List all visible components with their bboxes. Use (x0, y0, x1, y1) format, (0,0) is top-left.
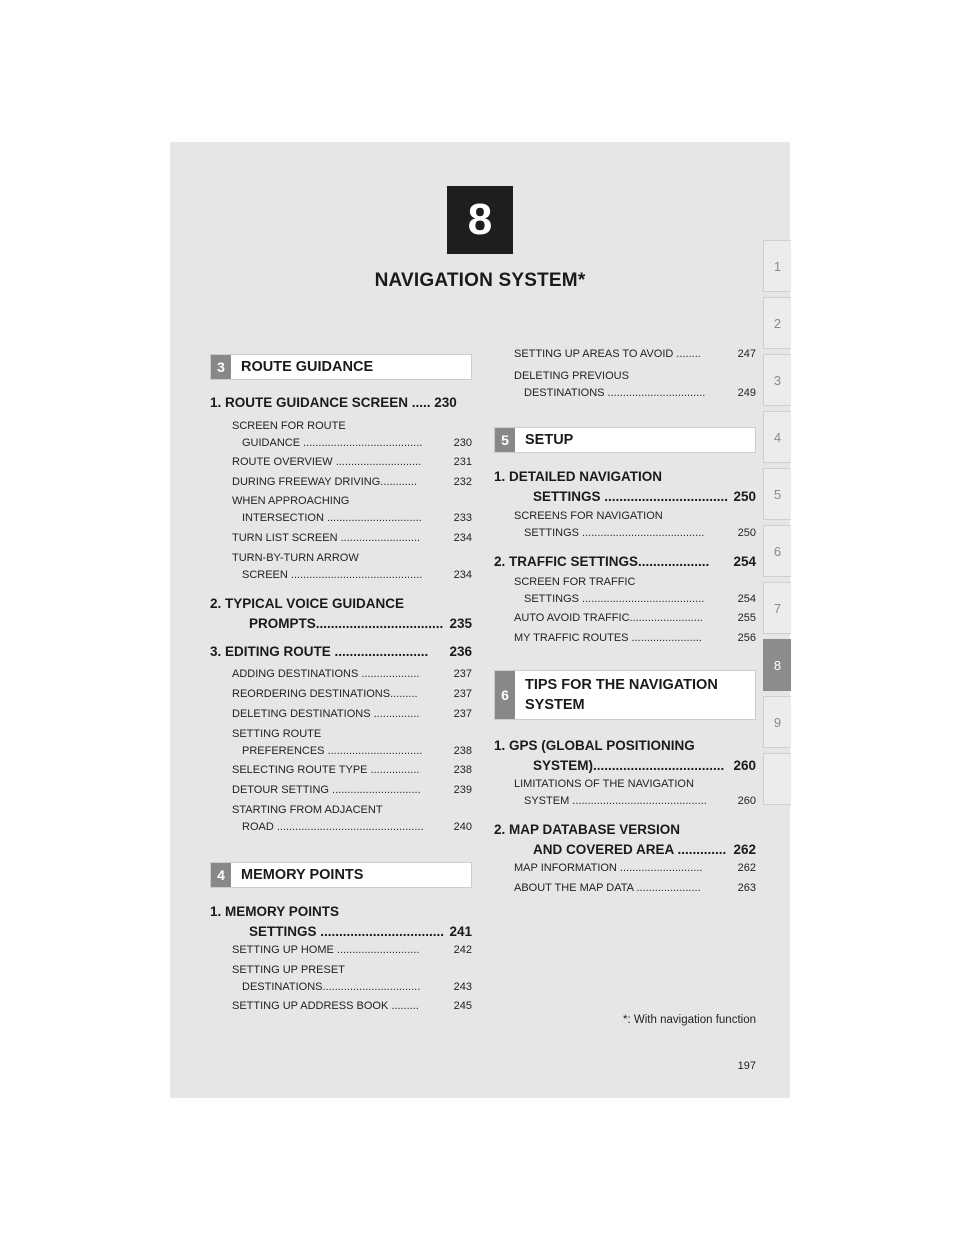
toc-entry-preset-destinations[interactable]: SETTING UP PRESET DESTINATIONS................................ 243 (232, 964, 472, 993)
chapter-number: 8 (467, 195, 493, 244)
toc-entry-screen-for-traffic-settings[interactable]: SCREEN FOR TRAFFIC SETTINGS ........................................ 254 (514, 576, 756, 605)
toc-entry-route-preferences[interactable]: SETTING ROUTE PREFERENCES ............................... 238 (232, 728, 472, 757)
toc-topic-gps[interactable]: 1. GPS (GLOBAL POSITIONING SYSTEM)................................... 260 (494, 738, 756, 773)
toc-entry-screen-for-route-guidance[interactable]: SCREEN FOR ROUTE GUIDANCE ....................................... 230 (232, 420, 472, 449)
page-number: 197 (737, 1060, 756, 1072)
toc-entry-screens-for-navigation-settings[interactable]: SCREENS FOR NAVIGATION SETTINGS ........................................ 250 (514, 510, 756, 539)
toc-entry-deleting-destinations[interactable]: DELETING DESTINATIONS ............... 237 (232, 708, 472, 720)
toc-entry-approaching-intersection[interactable]: WHEN APPROACHING INTERSECTION ............................... 233 (232, 495, 472, 524)
section-number: 4 (211, 863, 231, 887)
chapter-tab-3[interactable]: 3 (763, 354, 791, 406)
toc-entry-setting-up-home[interactable]: SETTING UP HOME ........................... 242 (232, 944, 472, 956)
toc-entry-map-information[interactable]: MAP INFORMATION ........................... 262 (514, 862, 756, 874)
toc-entry-auto-avoid-traffic[interactable]: AUTO AVOID TRAFFIC........................ 255 (514, 612, 756, 624)
section-number: 6 (495, 671, 515, 719)
section-title: MEMORY POINTS (241, 867, 364, 883)
chapter-tab-2[interactable]: 2 (763, 297, 791, 349)
chapter-tab-7[interactable]: 7 (763, 582, 791, 634)
chapter-tab-5[interactable]: 5 (763, 468, 791, 520)
chapter-tab-blank (763, 753, 791, 805)
section-number: 5 (495, 428, 515, 452)
chapter-tabs (763, 240, 791, 810)
toc-entry-reordering-destinations[interactable]: REORDERING DESTINATIONS......... 237 (232, 688, 472, 700)
section-header-memory-points (210, 862, 472, 888)
chapter-number-box (447, 186, 513, 254)
toc-entry-route-overview[interactable]: ROUTE OVERVIEW ............................ 231 (232, 456, 472, 468)
toc-entry-freeway-driving[interactable]: DURING FREEWAY DRIVING............ 232 (232, 476, 472, 488)
toc-entry-deleting-previous-destinations[interactable]: DELETING PREVIOUS DESTINATIONS ................................ 249 (514, 370, 756, 399)
toc-entry-detour-setting[interactable]: DETOUR SETTING ............................. 239 (232, 784, 472, 796)
section-header-setup (494, 427, 756, 453)
toc-topic-traffic-settings[interactable]: 2. TRAFFIC SETTINGS................... 254 (494, 554, 756, 569)
toc-topic-memory-points-settings[interactable]: 1. MEMORY POINTS SETTINGS ................................. 241 (210, 904, 472, 939)
section-title: TIPS FOR THE NAVIGATION SYSTEM (525, 677, 718, 713)
toc-entry-address-book[interactable]: SETTING UP ADDRESS BOOK ......... 245 (232, 1000, 472, 1012)
chapter-tab-8-active[interactable]: 8 (763, 639, 791, 691)
toc-entry-limitations-navigation[interactable]: LIMITATIONS OF THE NAVIGATION SYSTEM ............................................ 260 (514, 778, 756, 807)
toc-entry-areas-to-avoid[interactable]: SETTING UP AREAS TO AVOID ........ 247 (514, 348, 756, 360)
section-title: ROUTE GUIDANCE (241, 359, 374, 375)
toc-entry-adding-destinations[interactable]: ADDING DESTINATIONS ................... 237 (232, 668, 472, 680)
section-title: SETUP (525, 432, 574, 448)
toc-topic-detailed-navigation-settings[interactable]: 1. DETAILED NAVIGATION SETTINGS ................................. 250 (494, 469, 756, 504)
toc-topic-map-database[interactable]: 2. MAP DATABASE VERSION AND COVERED AREA ............. 262 (494, 822, 756, 857)
footnote: *: With navigation function (623, 1014, 756, 1026)
chapter-title: NAVIGATION SYSTEM* (374, 270, 586, 291)
chapter-tab-9[interactable]: 9 (763, 696, 791, 748)
toc-entry-turn-by-turn-arrow[interactable]: TURN-BY-TURN ARROW SCREEN ........................................... 234 (232, 552, 472, 581)
toc-entry-adjacent-road[interactable]: STARTING FROM ADJACENT ROAD ................................................ 240 (232, 804, 472, 833)
chapter-tab-1[interactable]: 1 (763, 240, 791, 292)
section-header-route-guidance (210, 354, 472, 380)
chapter-tab-4[interactable]: 4 (763, 411, 791, 463)
section-header-tips-navigation (494, 670, 756, 720)
section-number: 3 (211, 355, 231, 379)
toc-topic-voice-guidance[interactable]: 2. TYPICAL VOICE GUIDANCE PROMPTS.................................. 235 (210, 596, 472, 631)
toc-entry-about-map-data[interactable]: ABOUT THE MAP DATA ..................... 263 (514, 882, 756, 894)
toc-topic-route-guidance-screen[interactable]: 1. ROUTE GUIDANCE SCREEN ..... 230 (210, 395, 457, 410)
toc-entry-selecting-route-type[interactable]: SELECTING ROUTE TYPE ................ 238 (232, 764, 472, 776)
toc-topic-editing-route[interactable]: 3. EDITING ROUTE ......................... 236 (210, 644, 472, 659)
toc-entry-turn-list-screen[interactable]: TURN LIST SCREEN .......................... 234 (232, 532, 472, 544)
chapter-tab-6[interactable]: 6 (763, 525, 791, 577)
toc-entry-my-traffic-routes[interactable]: MY TRAFFIC ROUTES ....................... 256 (514, 632, 756, 644)
